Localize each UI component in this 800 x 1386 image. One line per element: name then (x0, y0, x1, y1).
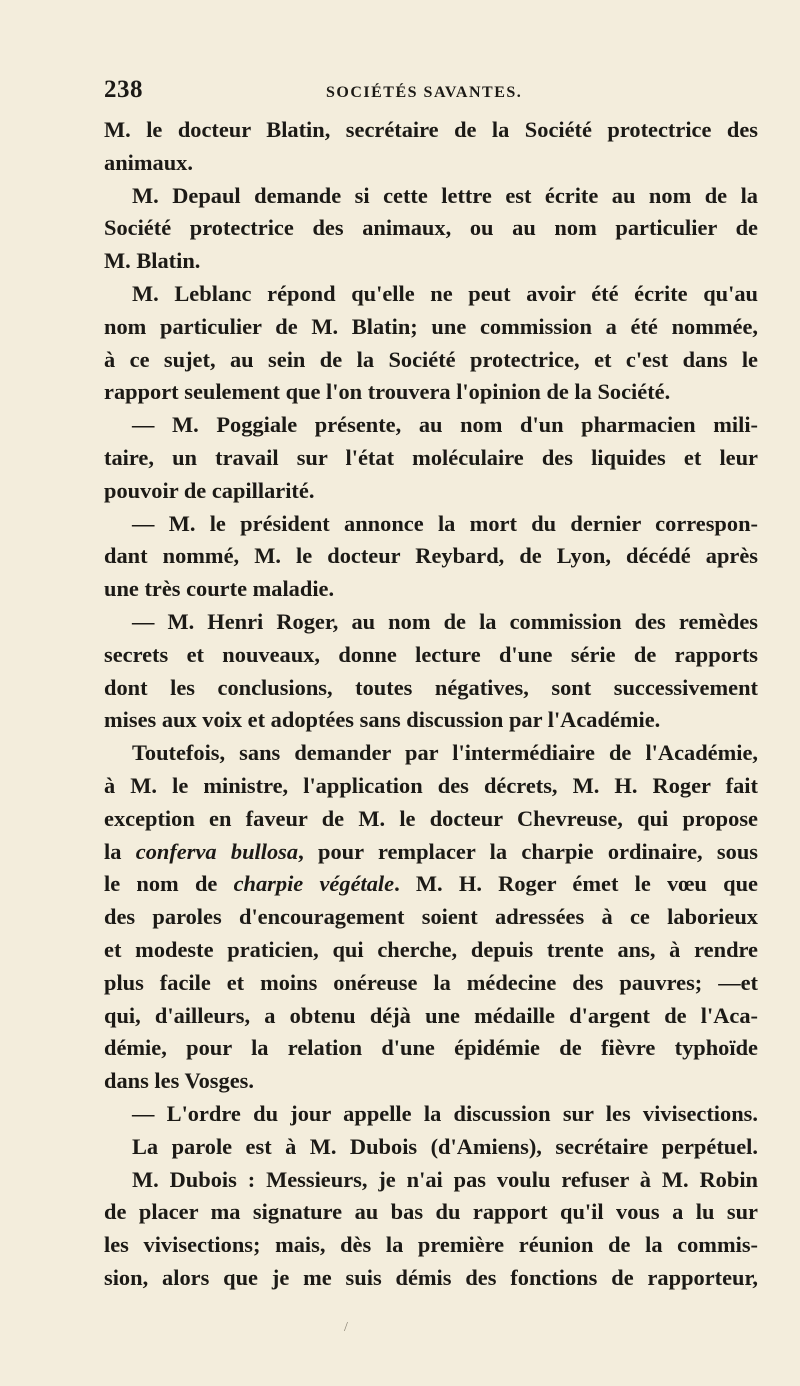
text-line: dont les conclusions, toutes négatives, sont successivement (104, 674, 758, 700)
text-line: dans les Vosges. (104, 1068, 254, 1094)
text-line: — M. le président annonce la mort du dernier correspon- (132, 510, 758, 536)
text-line: dant nommé, M. le docteur Reybard, de Lyon, décédé après (104, 543, 758, 569)
text-line: à ce sujet, au sein de la Société protectrice, et c'est dans le (104, 346, 758, 372)
page-header (104, 76, 744, 110)
italic-term: conferva bullosa (135, 838, 299, 864)
text-line: M. Blatin. (104, 248, 201, 274)
text-line: à M. le ministre, l'application des décrets, M. H. Roger fait (104, 772, 758, 798)
text-line: animaux. (104, 149, 193, 175)
italic-term: charpie végétale (233, 871, 395, 897)
text-line: démie, pour la relation d'une épidémie de fièvre typhoïde (104, 1035, 758, 1061)
text-line: M. Dubois : Messieurs, je n'ai pas voulu refuser à M. Robin (132, 1166, 758, 1192)
text-line: rapport seulement que l'on trouvera l'opinion de la Société. (104, 379, 671, 405)
text-line: de placer ma signature au bas du rapport qu'il vous a lu sur (104, 1199, 758, 1225)
page-mark: / (344, 1320, 348, 1335)
text-line: le nom de charpie végétale. M. H. Roger émet le vœu que (104, 871, 758, 897)
text-line: une très courte maladie. (104, 576, 335, 602)
running-head: SOCIÉTÉS SAVANTES. (326, 84, 523, 101)
text-line: — M. Henri Roger, au nom de la commission des remèdes (132, 608, 758, 634)
text-line: nom particulier de M. Blatin; une commission a été nommée, (104, 313, 758, 339)
text-line: Toutefois, sans demander par l'intermédiaire de l'Académie, (132, 740, 758, 766)
text-line: exception en faveur de M. le docteur Chevreuse, qui propose (104, 805, 758, 831)
text-line: des paroles d'encouragement soient adressées à ce laborieux (104, 904, 758, 930)
text-line: la conferva bullosa, pour remplacer la charpie ordinaire, sous (104, 838, 759, 864)
text-line: M. Depaul demande si cette lettre est écrite au nom de la (132, 182, 758, 208)
text-line: les vivisections; mais, dès la première réunion de la commis- (104, 1232, 758, 1258)
text-line: qui, d'ailleurs, a obtenu déjà une médaille d'argent de l'Aca- (104, 1002, 758, 1028)
text-line: sion, alors que je me suis démis des fonctions de rapporteur, (104, 1264, 758, 1290)
text-line: Société protectrice des animaux, ou au nom particulier de (104, 215, 758, 241)
text-line: secrets et nouveaux, donne lecture d'une série de rapports (104, 641, 758, 667)
text-line: et modeste praticien, qui cherche, depuis trente ans, à rendre (104, 936, 758, 962)
text-line: plus facile et moins onéreuse la médecine des pauvres; —et (104, 969, 758, 995)
page-number: 238 (104, 76, 143, 103)
body-text (104, 114, 758, 1295)
text-line: pouvoir de capillarité. (104, 477, 315, 503)
text-line: M. Leblanc répond qu'elle ne peut avoir été écrite qu'au (132, 280, 758, 306)
text-line: — M. Poggiale présente, au nom d'un pharmacien mili- (132, 412, 758, 438)
text-line: M. le docteur Blatin, secrétaire de la Société protectrice des (104, 117, 758, 142)
text-line: taire, un travail sur l'état moléculaire des liquides et leur (104, 444, 758, 470)
text-line: La parole est à M. Dubois (d'Amiens), secrétaire perpétuel. (132, 1133, 758, 1159)
text-line: — L'ordre du jour appelle la discussion sur les vivisections. (132, 1100, 758, 1126)
text-line: mises aux voix et adoptées sans discussion par l'Académie. (104, 707, 661, 733)
